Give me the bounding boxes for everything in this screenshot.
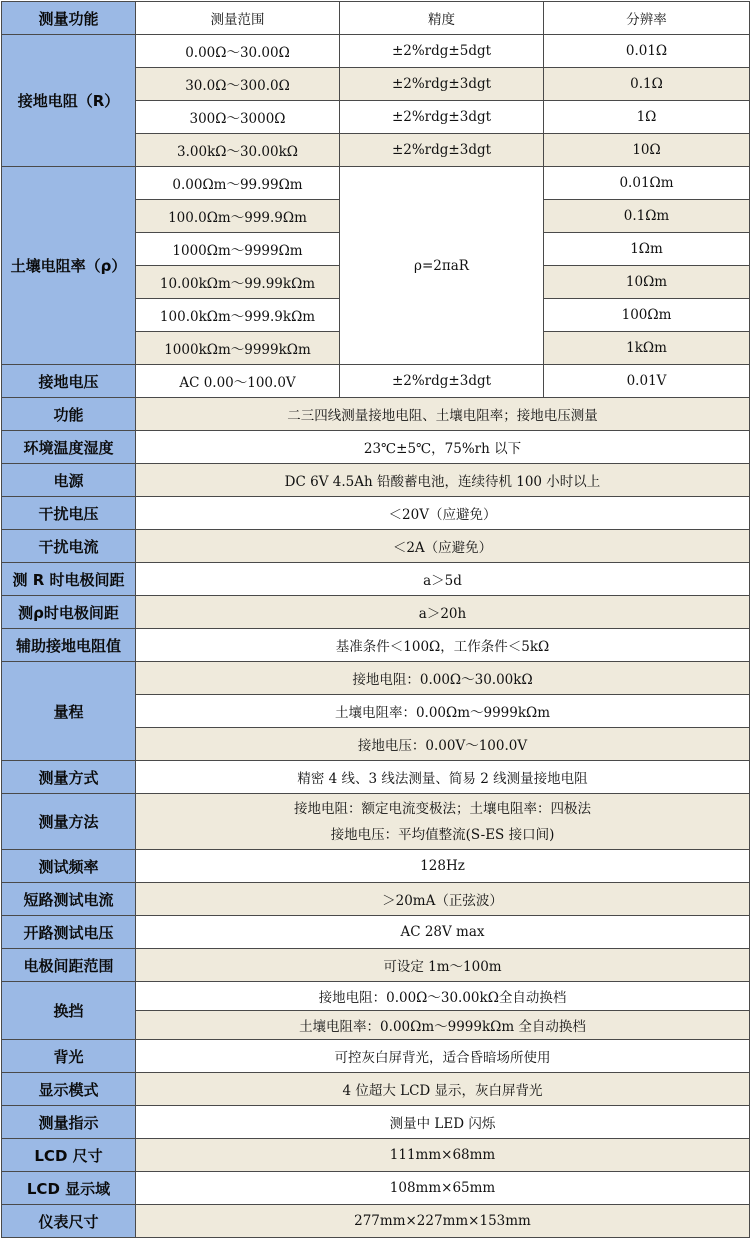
resolution-cell: 1kΩm	[544, 332, 750, 365]
spec-value: 基准条件＜100Ω，工作条件＜5kΩ	[136, 629, 750, 662]
spec-label: 短路测试电流	[2, 883, 136, 916]
ground-voltage-label: 接地电压	[2, 365, 136, 398]
spec-value: 111mm×68mm	[136, 1139, 750, 1172]
resolution-cell: 0.01Ω	[544, 35, 750, 68]
table-row	[2, 883, 750, 916]
spec-value: a＞5d	[136, 563, 750, 596]
spec-value: 277mm×227mm×153mm	[136, 1205, 750, 1238]
spec-label: 测试频率	[2, 850, 136, 883]
range-cell: 300Ω～3000Ω	[136, 101, 340, 134]
spec-label: 显示模式	[2, 1073, 136, 1106]
spec-label: 电源	[2, 464, 136, 497]
table-row	[2, 1139, 750, 1172]
spec-value: 4 位超大 LCD 显示，灰白屏背光	[136, 1073, 750, 1106]
resolution-cell: 0.01Ωm	[544, 167, 750, 200]
table-row	[2, 167, 750, 200]
range-cell: 30.0Ω～300.0Ω	[136, 68, 340, 101]
ground-resistance-label: 接地电阻（R）	[2, 35, 136, 167]
accuracy-cell: ±2%rdg±3dgt	[340, 365, 544, 398]
soil-resistivity-label: 土壤电阻率（ρ）	[2, 167, 136, 365]
range-cell: 1000kΩm～9999kΩm	[136, 332, 340, 365]
header-accuracy: 精度	[340, 2, 544, 35]
range-cell: 100.0kΩm～999.9kΩm	[136, 299, 340, 332]
table-row	[2, 1106, 750, 1139]
spec-label: 环境温度湿度	[2, 431, 136, 464]
spec-label: 测ρ时电极间距	[2, 596, 136, 629]
table-row	[2, 629, 750, 662]
table-row	[2, 596, 750, 629]
range-cell: 3.00kΩ～30.00kΩ	[136, 134, 340, 167]
spec-label: 测量方式	[2, 761, 136, 794]
spec-label: 换挡	[2, 982, 136, 1040]
range-cell: 0.00Ωm～99.99Ωm	[136, 167, 340, 200]
spec-value: 土壤电阻率：0.00Ωm～9999kΩm	[136, 695, 750, 728]
table-header-row	[2, 2, 750, 35]
spec-label: 背光	[2, 1040, 136, 1073]
spec-label: 量程	[2, 662, 136, 761]
spec-label: LCD 尺寸	[2, 1139, 136, 1172]
soil-resistivity-formula: ρ=2πaR	[340, 167, 544, 365]
spec-value: 128Hz	[136, 850, 750, 883]
spec-label: 电极间距范围	[2, 949, 136, 982]
spec-label: LCD 显示域	[2, 1172, 136, 1205]
table-row	[2, 1040, 750, 1073]
range-cell: AC 0.00～100.0V	[136, 365, 340, 398]
accuracy-cell: ±2%rdg±3dgt	[340, 134, 544, 167]
spec-value: 二三四线测量接地电阻、土壤电阻率；接地电压测量	[136, 398, 750, 431]
range-cell: 0.00Ω～30.00Ω	[136, 35, 340, 68]
table-row	[2, 949, 750, 982]
header-resolution: 分辨率	[544, 2, 750, 35]
resolution-cell: 1Ω	[544, 101, 750, 134]
spec-value: 接地电压：0.00V～100.0V	[136, 728, 750, 761]
spec-label: 测量指示	[2, 1106, 136, 1139]
table-row	[2, 563, 750, 596]
table-row	[2, 464, 750, 497]
spec-value: ＜20V（应避免）	[136, 497, 750, 530]
spec-value: 土壤电阻率：0.00Ωm～9999kΩm 全自动换档	[136, 1011, 750, 1040]
spec-label: 开路测试电压	[2, 916, 136, 949]
spec-label: 仪表尺寸	[2, 1205, 136, 1238]
spec-label: 辅助接地电阻值	[2, 629, 136, 662]
accuracy-cell: ±2%rdg±3dgt	[340, 101, 544, 134]
spec-table	[1, 1, 750, 1238]
method-line: 接地电压：平均值整流(S-ES 接口间)	[330, 826, 555, 843]
table-row	[2, 1172, 750, 1205]
table-row	[2, 35, 750, 68]
resolution-cell: 0.01V	[544, 365, 750, 398]
spec-label: 功能	[2, 398, 136, 431]
header-range: 测量范围	[136, 2, 340, 35]
resolution-cell: 100Ωm	[544, 299, 750, 332]
accuracy-cell: ±2%rdg±3dgt	[340, 68, 544, 101]
spec-value: 测量中 LED 闪烁	[136, 1106, 750, 1139]
spec-label: 干扰电流	[2, 530, 136, 563]
table-row	[2, 497, 750, 530]
table-row	[2, 761, 750, 794]
spec-value: AC 28V max	[136, 916, 750, 949]
resolution-cell: 1Ωm	[544, 233, 750, 266]
table-row	[2, 1073, 750, 1106]
table-row	[2, 530, 750, 563]
spec-value: DC 6V 4.5Ah 铅酸蓄电池，连续待机 100 小时以上	[136, 464, 750, 497]
resolution-cell: 0.1Ω	[544, 68, 750, 101]
range-cell: 1000Ωm～9999Ωm	[136, 233, 340, 266]
table-row	[2, 662, 750, 695]
spec-label: 测量方法	[2, 794, 136, 850]
accuracy-cell: ±2%rdg±5dgt	[340, 35, 544, 68]
table-row	[2, 398, 750, 431]
spec-value: 可控灰白屏背光，适合昏暗场所使用	[136, 1040, 750, 1073]
resolution-cell: 10Ω	[544, 134, 750, 167]
spec-value: 可设定 1m～100m	[136, 949, 750, 982]
table-row	[2, 916, 750, 949]
table-row	[2, 794, 750, 850]
spec-label: 干扰电压	[2, 497, 136, 530]
spec-value: 精密 4 线、3 线法测量、简易 2 线测量接地电阻	[136, 761, 750, 794]
spec-value: a＞20h	[136, 596, 750, 629]
table-row	[2, 1205, 750, 1238]
table-row	[2, 850, 750, 883]
range-cell: 10.00kΩm～99.99kΩm	[136, 266, 340, 299]
resolution-cell: 10Ωm	[544, 266, 750, 299]
resolution-cell: 0.1Ωm	[544, 200, 750, 233]
spec-value: 接地电阻：0.00Ω～30.00kΩ全自动换档	[136, 982, 750, 1011]
spec-value: 接地电阻：0.00Ω～30.00kΩ	[136, 662, 750, 695]
spec-value: ＜2A（应避免）	[136, 530, 750, 563]
range-cell: 100.0Ωm～999.9Ωm	[136, 200, 340, 233]
table-row	[2, 982, 750, 1011]
spec-value: 108mm×65mm	[136, 1172, 750, 1205]
method-line: 接地电阻：额定电流变极法；土壤电阻率：四极法	[294, 800, 591, 817]
spec-value: 23℃±5℃，75%rh 以下	[136, 431, 750, 464]
spec-value	[136, 794, 750, 850]
spec-value: ＞20mA（正弦波）	[136, 883, 750, 916]
table-row	[2, 431, 750, 464]
spec-label: 测 R 时电极间距	[2, 563, 136, 596]
table-row	[2, 365, 750, 398]
header-function: 测量功能	[2, 2, 136, 35]
